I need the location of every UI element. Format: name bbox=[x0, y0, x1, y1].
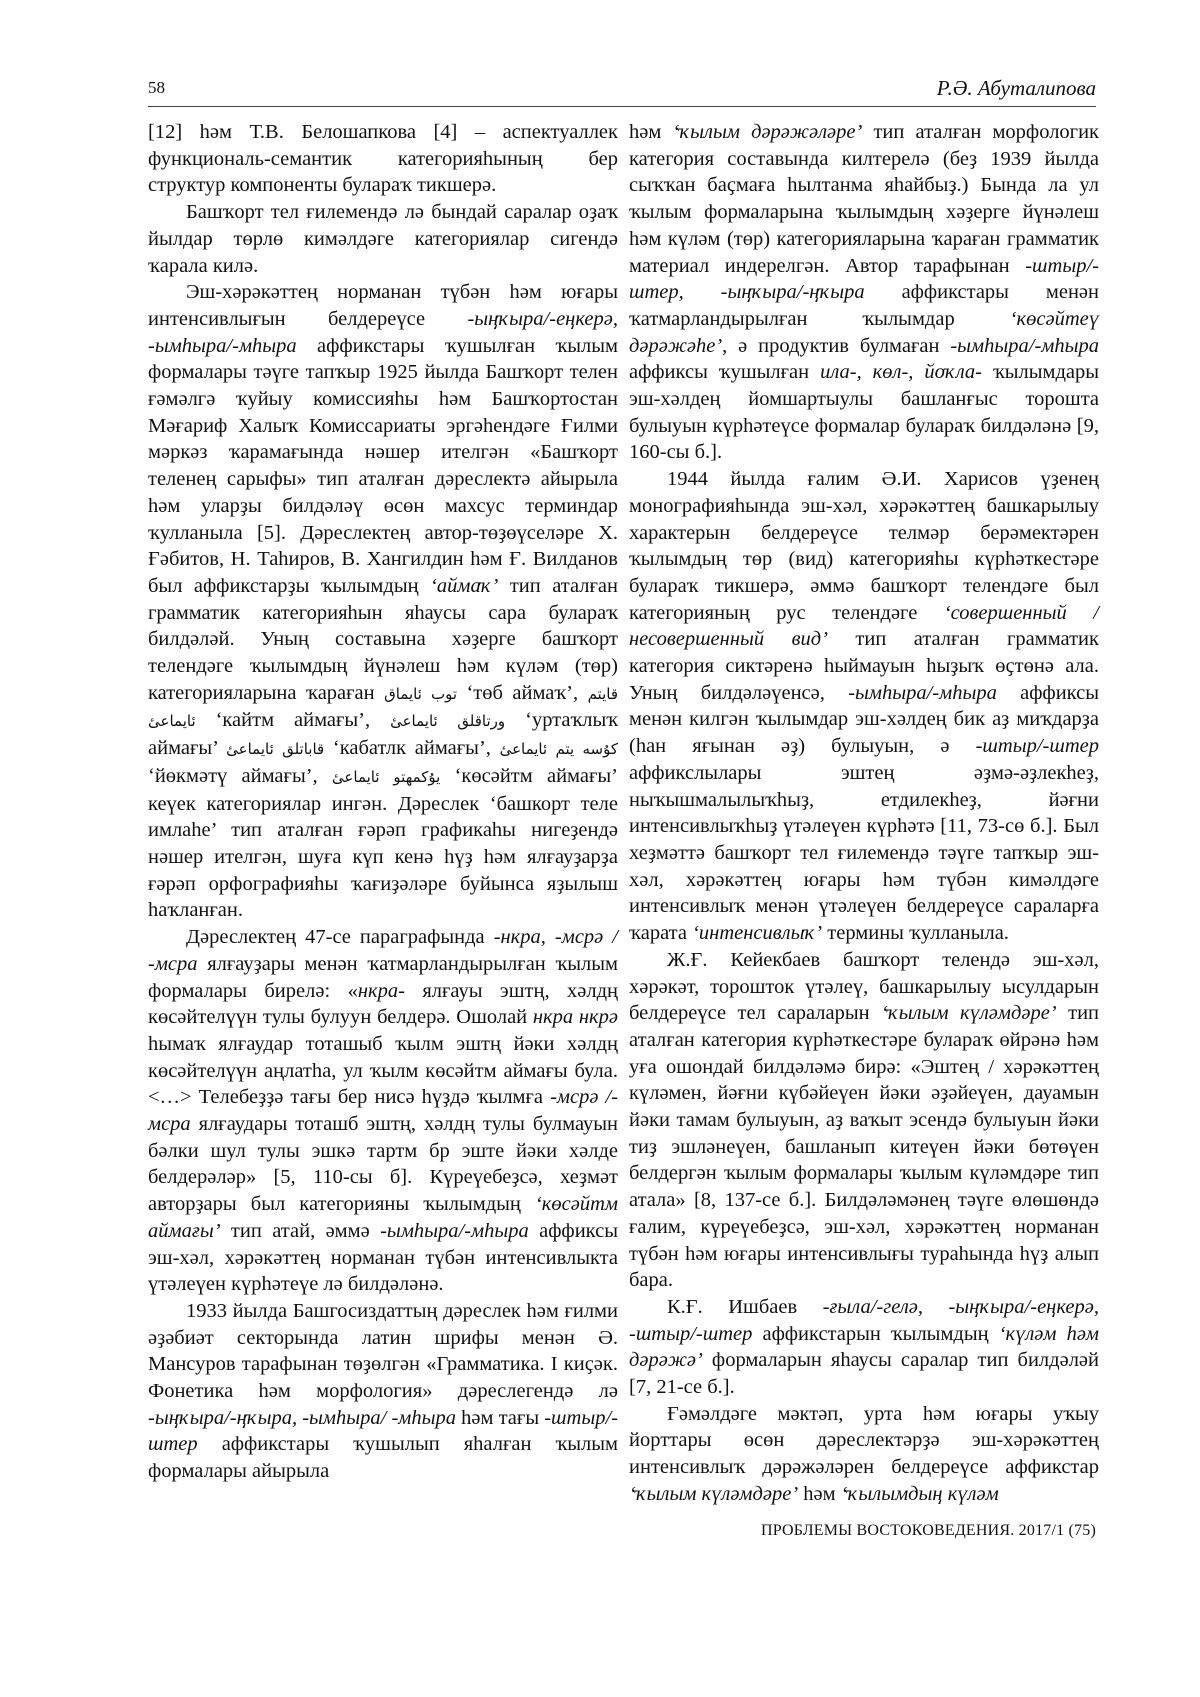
arabic-script-term: توب ئايماق bbox=[384, 684, 458, 703]
paragraph: Ғәмәлдәге мәктәп, урта һәм юғары уҡыу йорттары өсөн дәреслектәрҙә эш-хәрәкәттең интенсивлыҡ дәрәжәләрен белдереүсе аффикстар ‘ҡылым күләмдәре’ һәм ‘ҡылымдың күләм bbox=[629, 1402, 1099, 1505]
arabic-script-term: قاباتلق ئايماعىٔ bbox=[226, 740, 325, 759]
right-column bbox=[629, 119, 1099, 1508]
arabic-script-term: ورتاقلق ئايماعىٔ bbox=[390, 712, 506, 731]
paragraph: 1944 йылда ғалим Ә.И. Харисов үҙенең монографияһында эш-хәл, хәрәкәттең башкарылыу характерын белдереүсе телмәр берәмектәрен ҡылымдың төр (вид) категорияһы күрһәткестәре булараҡ тикшерә, әммә башҡорт телендәге был категорияның рус телендәге ‘совершенный / несовершенный вид’ тип аталған грамматик категория сиктәренә һыймауын һыҙыҡ өҫтөнә ала. Уның билдәләүенсә, -ымһыра/-мһыра аффиксы менән килгән ҡылымдар эш-хәлдең бик аҙ миҡдарҙа (һан яғынан әҙ) булыуын, ә -штыр/-штер аффикслылары эштең әҙмә-әҙлекһеҙ, ныҡышмалылыҡһыҙ, етдилекһеҙ, йәғни интенсивлыҡһыҙ үтәлеүен күрһәтә [11, 73-сө б.]. Был хеҙмәттә башҡорт тел ғилемендә тәүге тапҡыр эш-хәл, хәрәкәттең юғары һәм түбән кимәлдәге интенсивлыҡ менән үтәлеүен белдереүсе сараларға ҡарата ‘интенсивлыҡ’ термины ҡулланыла. bbox=[629, 468, 1100, 945]
page-number: 58 bbox=[148, 78, 165, 97]
paragraph: К.Ғ. Ишбаев -ғыла/-гелә, -ыңҡыра/-еңкерә, -штыр/-штер аффикстарын ҡылымдың ‘күләм һәм дәрәжә’ формаларын яһаусы саралар тип билдәләй [7, 21-се б.]. bbox=[629, 1295, 1100, 1399]
running-header bbox=[148, 76, 1096, 107]
paragraph: Дәреслектең 47-се параграфында -нкра, -мсрә / -мсра ялғауҙары менән ҡатмарландырылған ҡылым формалары бирелә: «нкра- ялғауы эштң, хәлдң көсәйтелүүн тулы булуун белдерә. Ошолай нкра нкрә һымаҡ ялғаудар тоташыб ҡылм эштң йәки хәлдң көсәйтелүүн аңлатһа, ул ҡылм көсәйтм аймағы була. <…> Телебеҙҙә тағы бер нисә һүҙдә ҡылмға -мсрә /-мсра ялғаудары тоташб эштң, хәлдң тулы булмауын бәлки шул тулы эшкә тартм бр эште йәки хәлде белдерәләр» [5, 110-сы б]. Күреүебеҙсә, хеҙмәт авторҙары был категорияны ҡылымдың ‘көсәйтм аймағы’ тип атай, әммә -ымһыра/-мһыра аффиксы эш-хәл, хәрәкәттең норманан түбән интенсивлыкта үтәлеүен күрһәтеүе лә билдәләнә. bbox=[148, 926, 619, 1296]
arabic-script-term: قايتم ئايماعىٔ bbox=[148, 684, 618, 731]
running-author: Р.Ә. Абуталипова bbox=[936, 76, 1096, 100]
journal-footer: ПРОБЛЕМЫ ВОСТОКОВЕДЕНИЯ. 2017/1 (75) bbox=[760, 1522, 1096, 1539]
paragraph: 1933 йылда Башгосиздаттың дәреслек һәм ғилми әҙәбиәт секторында латин шрифы менән Ә. Мансуров тарафынан төҙөлгән «Грамматика. I киҫәк. Фонетика һәм морфология» дәреслегендә лә -ыңҡыра/-ңҡыра, -ымһыра/ -мһыра һәм тағы -штыр/-штер аффикстары ҡушылып яһалған ҡылым формалары айырыла bbox=[148, 1299, 618, 1483]
paragraph: Эш-хәрәкәттең норманан түбән һәм юғары интенсивлығын белдереүсе -ыңҡыра/-еңкерә, -ымһыра/-мһыра аффикстары ҡушылған ҡылым формалары тәүге тапҡыр 1925 йылда Башҡорт телен ғәмәлгә ҡуйыу комиссияһы һәм Башҡортостан Мәғариф Халыҡ Комиссариаты эргәһендәге Ғилми мәркәз ҡарамағында нәшер ителгән «Башҡорт теленең сарыфы» тип аталған дәреслектә айырыла һәм уларҙы билдәләү өсөн махсус терминдар ҡулланыла [5]. Дәреслектең автор-төҙөүселәре Х. Ғәбитов, Н. Таһиров, В. Хангилдин һәм Ғ. Вилданов был аффикстарҙы ҡылымдың ‘аймаҡ’ тип аталған грамматик категорияһын яһаусы сара булараҡ билдәләй. Уның составына хәҙерге башҡорт телендәге ҡылымдың йүнәлеш һәм күләм (төр) категорияларына ҡараған توب ئايماق ‘төб аймаҡ’, قايتم ئايماعىٔ ‘кайтм аймағы’, ورتاقلق ئايماعىٔ ‘уртаҡлыҡ аймағы’ قاباتلق ئايماعىٔ ‘кабатлк аймағы’, كۇسه يتم ئايماعىٔ ‘йөкмәтү аймағы’, يۇكمهتو ئايماعىٔ ‘көсәйтм аймағы’ кеүек категориялар ингән. Дәреслек ‘башкорт теле имлаһе’ тип аталған ғәрәп графикаһы нигеҙендә нәшер ителгән, шуға күп кенә һүҙ һәм ялғауҙарҙа ғәрәп орфографияһы ҡағиҙәләре буйынса яҙылыш һаҡланған. bbox=[148, 281, 618, 922]
paragraph: [12] һәм Т.В. Белошапкова [4] – аспектуаллек функциональ-семантик категорияһының бер структур компоненты булараҡ тикшерә. bbox=[148, 121, 618, 197]
arabic-script-term: يۇكمهتو ئايماعىٔ bbox=[331, 767, 441, 786]
paragraph: Башҡорт тел ғилемендә лә бындай саралар оҙаҡ йылдар төрлө кимәлдәге категориялар сигендә ҡарала килә. bbox=[148, 201, 618, 277]
left-column bbox=[148, 119, 618, 1485]
paragraph: һәм ‘ҡылым дәрәжәләре’ тип аталған морфологик категория составында килтерелә (беҙ 1939 йылда сыҡҡан баҫмаға һылтанма яһайбыҙ.) Бында ла ул ҡылым формаларына ҡылымдың хәҙерге йүнәлеш һәм күләм (төр) категорияларына ҡараған грамматик материал индерелгән. Автор тарафынан -штыр/-штер, -ыңҡыра/-ңҡыра аффикстары менән ҡатмарландырылған ҡылымдар ‘көсәйтеү дәрәжәһе’, ә продуктив булмаған -ымһыра/-мһыра аффиксы ҡушылған ила-, көл-, йоҡла- ҡылымдары эш-хәлдең йомшартыулы башланғыс торошта булыуын күрһәтеүсе формалар булараҡ билдәләнә [9, 160-сы б.]. bbox=[629, 121, 1100, 464]
paragraph: Ж.Ғ. Кейекбаев башҡорт телендә эш-хәл, хәрәкәт, торошток үтәлеү, башкарылыу ысулдарын белдереүсе тел сараларын ‘ҡылым күләмдәре’ тип аталған категория күрһәткестәре булараҡ өйрәнә һәм уға ошондай билдәләмә бирә: «Эштең / хәрәкәттең күләмен, йәғни күбәйеүен йәки әҙәйеүен, дауамын йәки тамам булыуын, аҙ ваҡыт эсендә булыуын йәки тиҙ эшләнеүен, башланып китеүен йәки бөтөүен белдергән ҡылым формалары ҡылым күләмдәре тип атала» [8, 137-се б.]. Билдәләмәнең тәүге өлөшөндә ғалим, күреүебеҙсә, эш-хәл, хәрәкәттең норманан түбән һәм юғары интенсивлығы тураһында һүҙ алып бара. bbox=[629, 948, 1100, 1292]
arabic-script-term: كۇسه يتم ئايماعىٔ bbox=[499, 740, 618, 759]
